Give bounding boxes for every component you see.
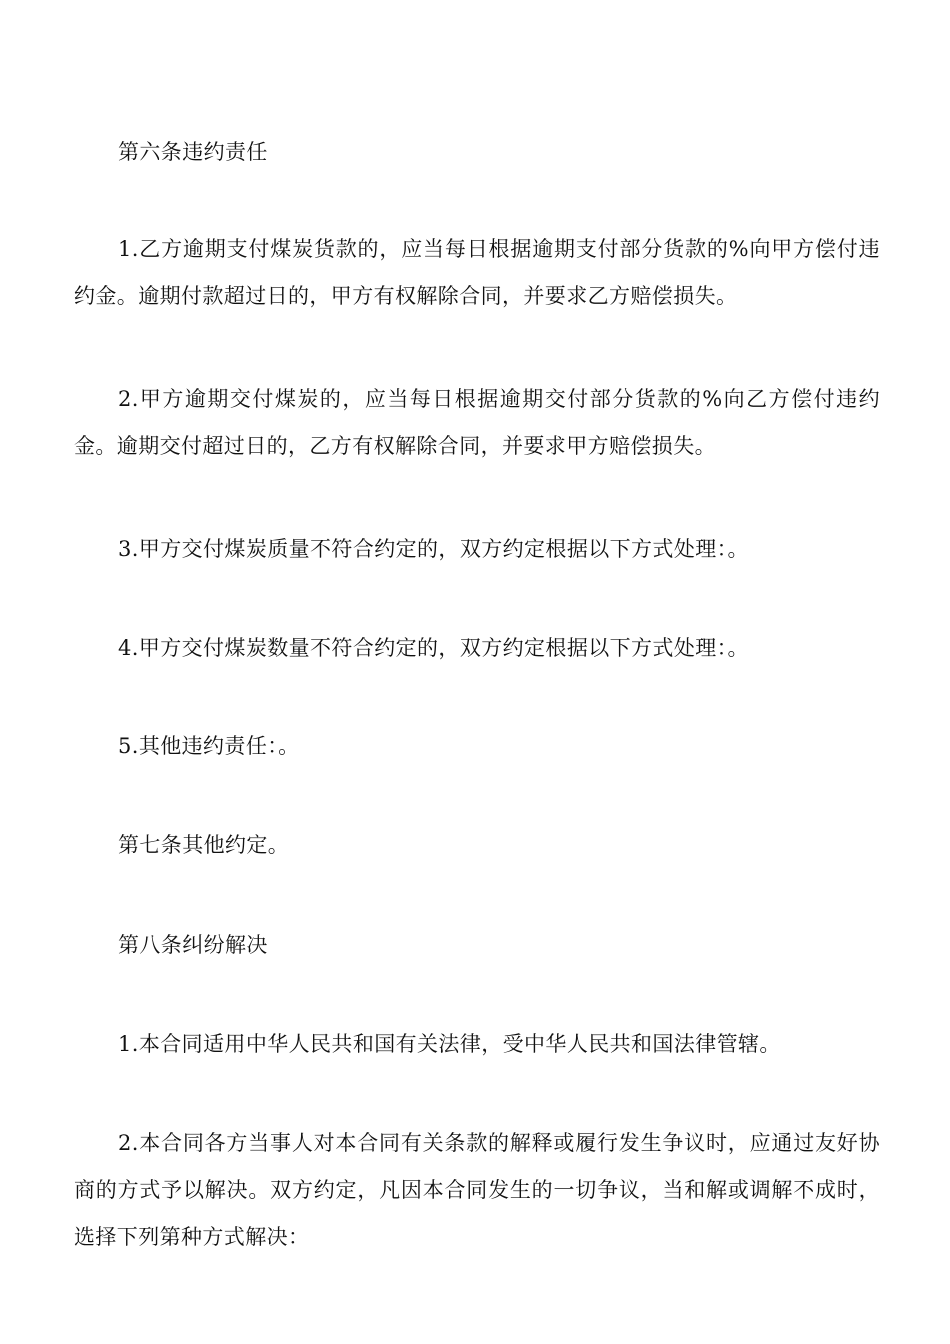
article-6-clause-1: 1.乙方逾期支付煤炭货款的，应当每日根据逾期支付部分货款的%向甲方偿付违约金。逾期付款超过日的，甲方有权解除合同，并要求乙方赔偿损失。 [74, 237, 880, 308]
article-6-clause-3: 3.甲方交付煤炭质量不符合约定的，双方约定根据以下方式处理：。 [118, 537, 749, 561]
article-6-clause-5: 5.其他违约责任：。 [118, 734, 300, 758]
article-6-clause-4: 4.甲方交付煤炭数量不符合约定的，双方约定根据以下方式处理：。 [118, 636, 749, 660]
article-8-clause-1: 1.本合同适用中华人民共和国有关法律，受中华人民共和国法律管辖。 [118, 1032, 781, 1056]
article-8-heading: 第八条纠纷解决 [118, 933, 268, 957]
article-6-clause-2: 2.甲方逾期交付煤炭的，应当每日根据逾期交付部分货款的%向乙方偿付违约金。逾期交付超过日的，乙方有权解除合同，并要求甲方赔偿损失。 [74, 387, 880, 458]
article-8-clause-2: 2.本合同各方当事人对本合同有关条款的解释或履行发生争议时，应通过友好协商的方式予以解决。双方约定，凡因本合同发生的一切争议，当和解或调解不成时，选择下列第种方式解决： [74, 1131, 880, 1249]
article-7-heading: 第七条其他约定。 [118, 833, 290, 857]
article-6-heading: 第六条违约责任 [118, 140, 268, 164]
